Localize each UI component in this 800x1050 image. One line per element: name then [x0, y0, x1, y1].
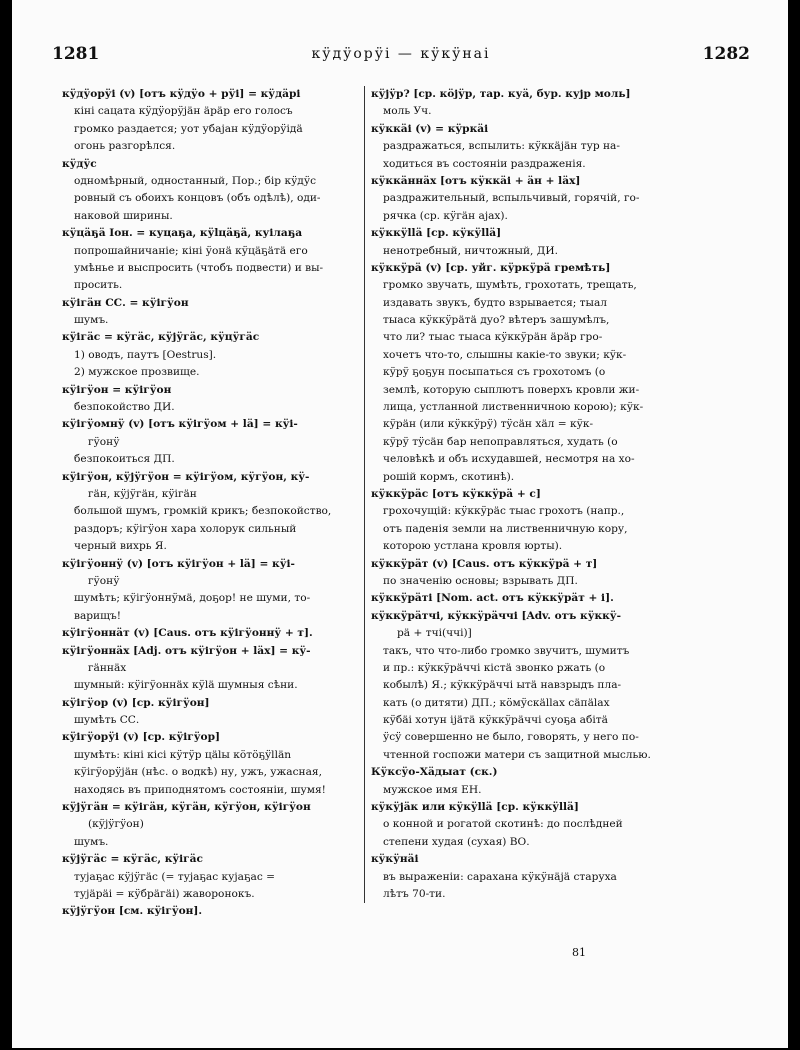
- entry-text-line: кіні сацата кӱдӱорӱјäн äрäр его голосъ: [74, 105, 293, 118]
- entry-headword-line: кӱккӱрäт (v) [Caus. отъ кӱккӱрä + т]: [371, 557, 598, 570]
- page-header: [52, 44, 750, 70]
- entry-headword-line: кӱккӱрä (v) [ср. уйг. кӱркӱрä гремѣть]: [371, 261, 611, 274]
- entry-text-line: большой шумъ, громкій крикъ; безпокойство,: [74, 505, 332, 518]
- entry-text-line: рошій кормъ, скотинѣ).: [383, 470, 515, 483]
- entry-text-line: гӱонӱ: [88, 435, 120, 448]
- entry-headword-line: кӱігäн СС. = кӱігӱон: [62, 296, 189, 309]
- entry-text-line: шумѣть: кіні кісі кӱтӱр цälы кӧтӧҕӱllän: [74, 748, 292, 761]
- entry-text-line: шумъ.: [74, 835, 109, 848]
- right-page-number: 1282: [702, 44, 750, 64]
- entry-text-line: которою устлана кровля юрты).: [383, 540, 563, 553]
- entry-headword-line: кӱцäҕä Іон. = куцаҕа, кӱlцäҕä, куілаҕа: [62, 227, 303, 240]
- entry-headword-line: кӱігӱон, кӱјӱгӱон = кӱігӱом, кӱгӱон, кӱ-: [62, 470, 310, 483]
- entry-headword-line: кӱккӱрäті [Nom. act. отъ кӱккӱрäт + і].: [371, 592, 614, 605]
- entry-text-line: издавать звукъ, будто взрывается; тыал: [383, 296, 608, 309]
- entry-text-line: человѣкѣ и объ исхудавшей, несмотря на хо-: [383, 453, 635, 466]
- entry-text-line: и пр.: кӱккӱрäччі кістä звонко ржать (о: [383, 661, 606, 674]
- entry-text-line: кӱрӱ ҕоҕун посыпаться съ грохотомъ (о: [383, 366, 606, 379]
- entry-text-line: лѣтъ 70-ти.: [383, 887, 446, 900]
- entry-headword-line: кӱдӱс: [62, 157, 97, 170]
- entry-text-line: безпокойство ДИ.: [74, 401, 175, 414]
- entry-headword-line: кӱігӱор (v) [ср. кӱігӱон]: [62, 696, 210, 709]
- entry-text-line: о конной и рогатой скотинѣ: до послѣдней: [383, 818, 623, 831]
- left-page-number: 1281: [52, 44, 100, 64]
- entry-headword-line: кӱккӱрäтчі, кӱккӱрäччі [Adv. отъ кӱккӱ-: [371, 609, 621, 622]
- entry-text-line: черный вихрь Я.: [74, 540, 167, 553]
- entry-text-line: находясь въ приподнятомъ состояніи, шумя!: [74, 783, 326, 796]
- entry-text-line: такъ, что что-либо громко звучитъ, шумитъ: [383, 644, 630, 657]
- entry-headword-line: кӱігӱоннäх [Adj. отъ кӱігӱон + läх] = кӱ-: [62, 644, 311, 657]
- entry-headword-line: кӱдӱорӱі (v) [отъ кӱдӱо + рӱі] = кӱдäрі: [62, 88, 301, 100]
- entry-text-line: тујаҕас кӱјӱгäс (= тујаҕас кујаҕас =: [74, 870, 275, 883]
- entry-headword-line: кӱігӱон = кӱігӱон: [62, 383, 172, 396]
- entry-headword-line: кӱјӱгӱон [см. кӱігӱон].: [62, 905, 203, 918]
- entry-text-line: умѣнье и выспросить (чтобъ подвести) и вы-: [74, 261, 324, 274]
- entry-text-line: отъ паденія земли на лиственничную кору,: [383, 522, 628, 535]
- dictionary-page: [12, 0, 788, 1048]
- running-title: кӱдӱорӱі — кӱкӱнаі: [311, 46, 491, 62]
- entry-text-line: шумный: кӱігӱоннäх кӱlä шумныя сѣни.: [74, 679, 298, 692]
- entry-text-line: шумѣть; кӱігӱоннӱмä, доҕор! не шуми, то-: [74, 592, 311, 605]
- entry-headword-line: кӱігäс = кӱгäс, кӱјӱгäс, кӱцӱгäс: [62, 331, 260, 344]
- entry-text-line: громко раздается; уот убајан кӱдӱорӱідä: [74, 122, 303, 135]
- entry-headword-line: кӱккӱрäс [отъ кӱккӱрä + с]: [371, 487, 541, 500]
- entry-headword-line: кӱігӱомнӱ (v) [отъ кӱігӱом + lä] = кӱі-: [62, 418, 298, 431]
- entry-text-line: хочетъ что-то, слышны какіе-то звуки; кӱк-: [383, 348, 627, 361]
- entry-headword-line: кӱккäннäх [отъ кӱккäі + äн + läх]: [371, 174, 581, 187]
- entry-text-line: раздоръ; кӱігӱон хара холорук сильный: [74, 522, 297, 535]
- entry-text-line: чтенной госпожи матери съ защитной мыслью.: [383, 748, 651, 761]
- entry-text-line: 1) оводъ, паутъ [Oestrus].: [74, 348, 217, 361]
- entry-text-line: кӱігӱорӱјäн (нѣс. о водкѣ) ну, ужъ, ужасная,: [74, 766, 322, 779]
- entry-text-line: тујäрäі = кӱбрäгäі) жаворонокъ.: [74, 887, 255, 900]
- entry-text-line: попрошайничаніе; кіні ӱонä кӱцäҕäтä его: [74, 244, 308, 257]
- entry-headword-line: кӱігӱоннӱ (v) [отъ кӱігӱон + lä] = кӱі-: [62, 557, 295, 570]
- entry-text-line: ходиться въ состояніи раздраженія.: [383, 157, 586, 170]
- entry-text-line: лища, устланной лиственничною корою); кӱк-: [383, 401, 644, 414]
- entry-text-line: гäн, кӱјӱгäн, кӱігäн: [88, 487, 197, 500]
- entry-text-line: рячка (ср. кӱгäн ајах).: [383, 209, 508, 222]
- entry-text-line: (кӱјӱгӱон): [88, 818, 144, 831]
- entry-text-line: наковой ширины.: [74, 209, 173, 222]
- entry-text-line: варищъ!: [74, 609, 121, 622]
- entry-text-line: ненотребный, ничтожный, ДИ.: [383, 244, 558, 257]
- entry-headword-line: кӱјӱр? [ср. кӧјӱр, тар. куä, бур. кујр моль]: [371, 88, 631, 100]
- entry-headword-line: кӱкӱјäк или кӱкӱllä [ср. кӱккӱllä]: [371, 801, 579, 814]
- entry-text-line: мужское имя ЕН.: [383, 783, 482, 796]
- entry-text-line: раздражаться, вспылить: кӱккäјäн тур на-: [383, 140, 620, 153]
- entry-text-line: кӱрäн (или кӱккӱрӱ) тӱсäн хäл = кӱк-: [383, 418, 594, 431]
- entry-text-line: гӱонӱ: [88, 574, 120, 587]
- entry-text-line: ӱсӱ совершенно не было, говорять, у него по-: [383, 731, 639, 744]
- entry-headword-line: Кӱксӱо-Хäдыат (ск.): [371, 766, 498, 779]
- entry-text-line: гäннäх: [88, 661, 127, 674]
- entry-headword-line: кӱјӱгäн = кӱігäн, кӱгäн, кӱгӱон, кӱігӱон: [62, 801, 311, 814]
- sheet-number: 81: [572, 946, 586, 959]
- entry-headword-line: кӱккäі (v) = кӱркäі: [371, 122, 489, 135]
- entry-headword-line: кӱкӱнäі: [371, 853, 419, 866]
- entry-text-line: одномѣрный, одностанный, Пор.; бір кӱдӱс: [74, 174, 316, 187]
- entry-text-line: что ли? тыас тыаса кӱккӱрäн äрäр гро-: [383, 331, 603, 344]
- entry-text-line: громко звучать, шумѣть, грохотать, трещать,: [383, 279, 637, 292]
- entry-text-line: огонь разгорѣлся.: [74, 140, 176, 153]
- entry-text-line: кӱрӱ тӱсäн бар непоправляться, худать (о: [383, 435, 618, 448]
- entry-headword-line: кӱјӱгäс = кӱгäс, кӱігäс: [62, 853, 203, 866]
- entry-text-line: кӱбäі хотун іјäтä кӱккӱрäччі суоҕа абітä: [383, 714, 608, 727]
- right-column: [364, 86, 663, 903]
- entry-text-line: въ выраженіи: сарахана кӱкӱнäјä старуха: [383, 870, 617, 883]
- entry-text-line: просить.: [74, 279, 123, 292]
- entry-headword-line: кӱігӱорӱі (v) [ср. кӱігӱор]: [62, 731, 221, 744]
- entry-text-line: 2) мужское прозвище.: [74, 366, 200, 379]
- entry-text-line: кать (о дитяти) ДП.; кӧмӱскällах сäпälах: [383, 696, 610, 709]
- entry-text-line: шумъ.: [74, 314, 109, 327]
- entry-text-line: грохочущій: кӱккӱрäс тыас грохотъ (напр.,: [383, 505, 625, 518]
- entry-text-line: по значенію основы; взрывать ДП.: [383, 574, 578, 587]
- left-column: [62, 86, 354, 921]
- entry-text-line: тыаса кӱккӱрäтä дуо? вѣтеръ зашумѣлъ,: [383, 314, 610, 327]
- entry-text-line: раздражительный, вспыльчивый, горячій, го-: [383, 192, 640, 205]
- entry-headword-line: кӱігӱоннäт (v) [Caus. отъ кӱігӱоннӱ + т].: [62, 627, 313, 640]
- entry-text-line: ровный съ обоихъ концовъ (объ одѣлѣ), оди-: [74, 192, 321, 205]
- entry-text-line: рä + тчі(ччі)]: [397, 627, 472, 640]
- entry-text-line: шумѣть СС.: [74, 714, 140, 727]
- entry-text-line: безпокоиться ДП.: [74, 453, 175, 466]
- entry-text-line: моль Уч.: [383, 105, 432, 118]
- entry-text-line: кобылѣ) Я.; кӱккӱрäччі ытä навзрыдъ пла-: [383, 679, 622, 692]
- entry-headword-line: кӱккӱllä [ср. кӱкӱllä]: [371, 227, 502, 240]
- entry-text-line: землѣ, которую сыплютъ поверхъ кровли жи-: [383, 383, 640, 396]
- entry-text-line: степени худая (сухая) ВО.: [383, 835, 530, 848]
